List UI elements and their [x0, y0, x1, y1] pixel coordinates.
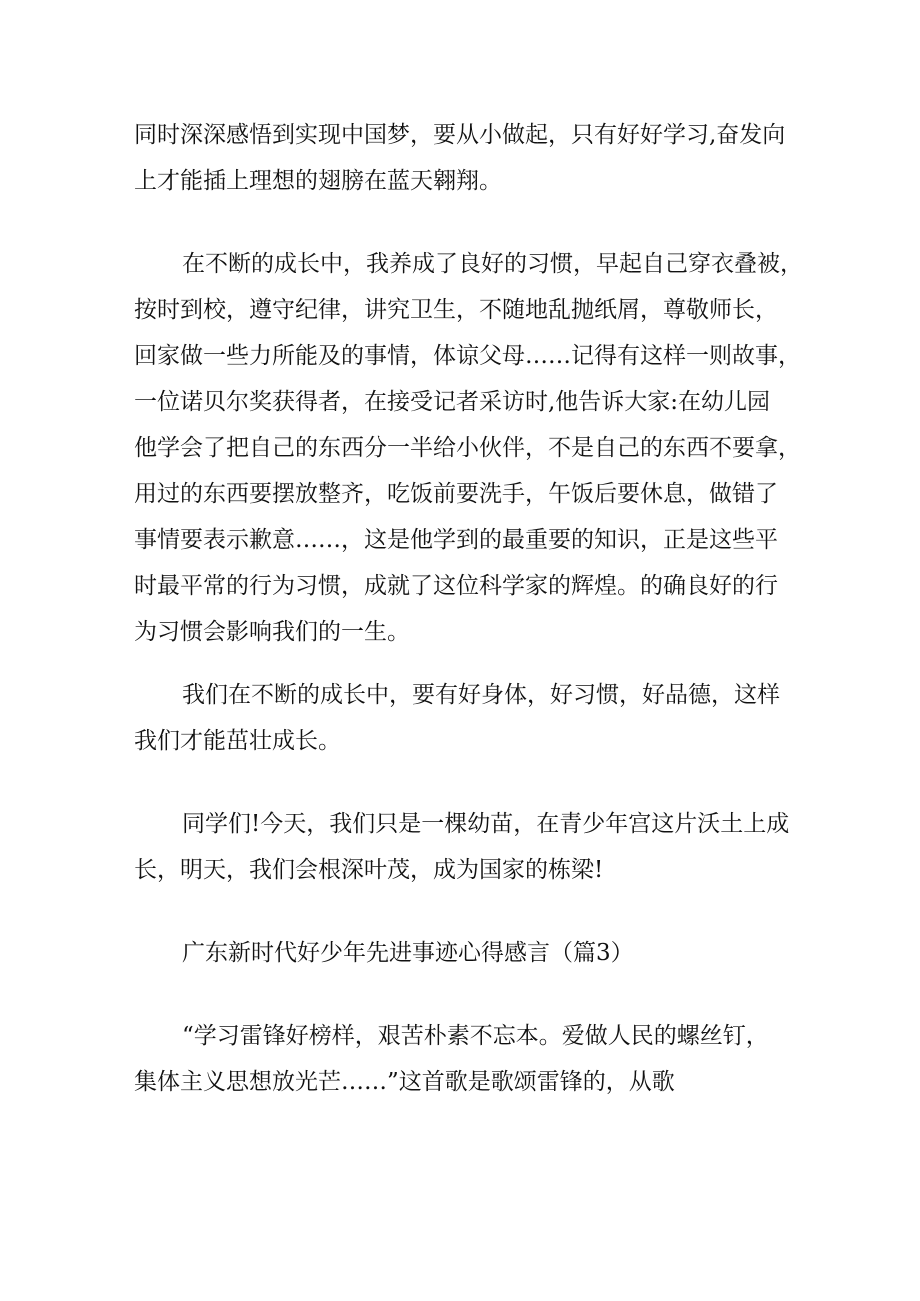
text-line: 上才能插上理想的翅膀在蓝天翱翔。	[134, 168, 502, 194]
text-line: 一位诺贝尔奖获得者，在接受记者采访时,他告诉大家:在幼儿园	[134, 389, 771, 415]
text-line: 他学会了把自己的东西分一半给小伙伴，不是自己的东西不要拿，	[134, 435, 801, 461]
section-heading	[134, 930, 806, 976]
text-line: “学习雷锋好榜样，艰苦朴素不忘本。爱做人民的螺丝钉，	[182, 1023, 769, 1049]
paragraph-1	[134, 112, 806, 204]
text-line: 按时到校，遵守纪律，讲究卫生，不随地乱抛纸屑，尊敬师长，	[134, 297, 778, 323]
text-line: 同时深深感悟到实现中国梦，要从小做起，只有好好学习,奋发向	[134, 122, 786, 148]
paragraph-5	[134, 1013, 806, 1105]
text-line: 我们在不断的成长中，要有好身体，好习惯，好品德，这样	[182, 682, 780, 708]
section-heading-text: 广东新时代好少年先进事迹心得感言（篇3）	[182, 940, 634, 966]
text-line: 我们才能茁壮成长。	[134, 728, 341, 754]
paragraph-4	[134, 801, 806, 893]
text-line: 事情要表示歉意……，这是他学到的最重要的知识，正是这些平	[134, 527, 778, 553]
text-line: 在不断的成长中，我养成了良好的习惯，早起自己穿衣叠被，	[182, 251, 803, 277]
text-line: 回家做一些力所能及的事情，体谅父母……记得有这样一则故事，	[134, 343, 801, 369]
text-line: 为习惯会影响我们的一生。	[134, 619, 410, 645]
paragraph-3	[134, 672, 806, 764]
text-line: 长，明天，我们会根深叶茂，成为国家的栋梁!	[134, 857, 604, 883]
text-line: 用过的东西要摆放整齐，吃饭前要洗手，午饭后要休息，做错了	[134, 481, 778, 507]
text-line: 集体主义思想放光芒……”这首歌是歌颂雷锋的，从歌	[134, 1069, 675, 1095]
text-line: 同学们!今天，我们只是一棵幼苗，在青少年宫这片沃土上成	[182, 811, 790, 837]
text-line: 时最平常的行为习惯，成就了这位科学家的辉煌。的确良好的行	[134, 573, 778, 599]
paragraph-2	[134, 241, 806, 655]
